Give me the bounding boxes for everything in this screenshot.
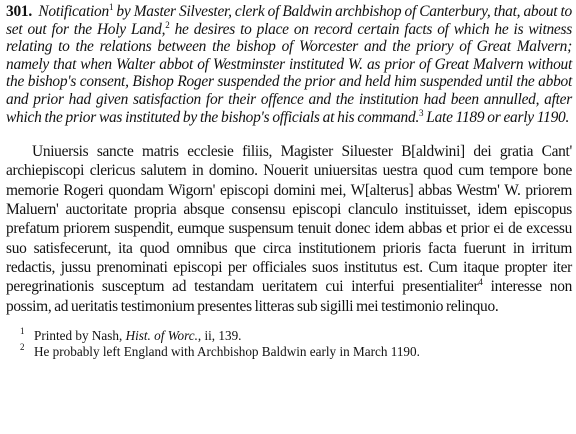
- entry-date: Late 1189 or early 1190.: [423, 108, 570, 126]
- latin-text-a: Uniuersis sancte matris ecclesie filiis, Magister Siluester B[aldwini] dei gratia Cant' archiepiscopi clericus salutem in domino. Nouerit uniuersitas uestra quod cum tempore bone memorie Rogeri quondam Wigorn' episcopi domini mei, W[alterus] abbas Westm' W. priorem Maluern' auctoritate propria absque consensu episcopi clanculo instituisset, idem episcopus prefatum priorem suspendit, eumque suspensum tenuit donec idem abbas et prior ei de excessu suo satisfecerunt, ita quod omnibus que circa institutionem prioris facta fuerunt in irritum redactis, jussu prenominati episcopi per officiales suos institutus est. Cum itaque propter iter peregrinationis susceptum ad testandam ueritatem cui interfui presentialiter: [6, 143, 572, 296]
- footnotes: [6, 328, 572, 360]
- footnote-ref-3[interactable]: 3: [419, 107, 424, 118]
- entry-summary: [6, 0, 572, 126]
- document-page: [6, 0, 572, 360]
- footnote-ref-4[interactable]: 4: [478, 277, 483, 288]
- footnote-text-end: , ii, 139.: [197, 327, 242, 343]
- footnote-ref-1[interactable]: 1: [108, 1, 114, 12]
- latin-text: [6, 142, 572, 316]
- entry-summary-text-b: by Master Silvester, clerk of Baldwin archbishop of Canterbury, that, about to set out for the Holy Land,: [6, 3, 572, 38]
- footnote-title: Hist. of Worc.: [125, 327, 198, 343]
- entry-summary-text-a: Notification: [38, 3, 109, 20]
- latin-text-b: interesse non possim, ad ueritatis testimonium presentes litteras sub sigilli mei testimonio relinquo.: [6, 278, 572, 315]
- footnote-2: 2 He probably left England with Archbishop Baldwin early in March 1190.: [20, 342, 420, 359]
- entry-number: 301.: [6, 3, 32, 20]
- footnote-1: 1 Printed by Nash, Hist. of Worc., ii, 139.: [20, 326, 242, 343]
- footnote-ref-2[interactable]: 2: [165, 19, 170, 30]
- footnote-text: Printed by Nash,: [34, 327, 126, 343]
- entry-summary-text-c: he desires to place on record certain facts of which he is witness relating to the relations between the bishop of Worcester and the priory of Great Malvern; namely that when Walter abbot of Westminster instituted W. as prior of Great Malvern without the bishop's consent, Bishop Roger suspended the prior and held him suspended until the abbot and prior had given satisfaction for their offence and the institution had been annulled, after which the prior was instituted by the bishop's officials at his command.: [6, 20, 572, 126]
- footnote-text: He probably left England with Archbishop Baldwin early in March 1190.: [34, 343, 420, 359]
